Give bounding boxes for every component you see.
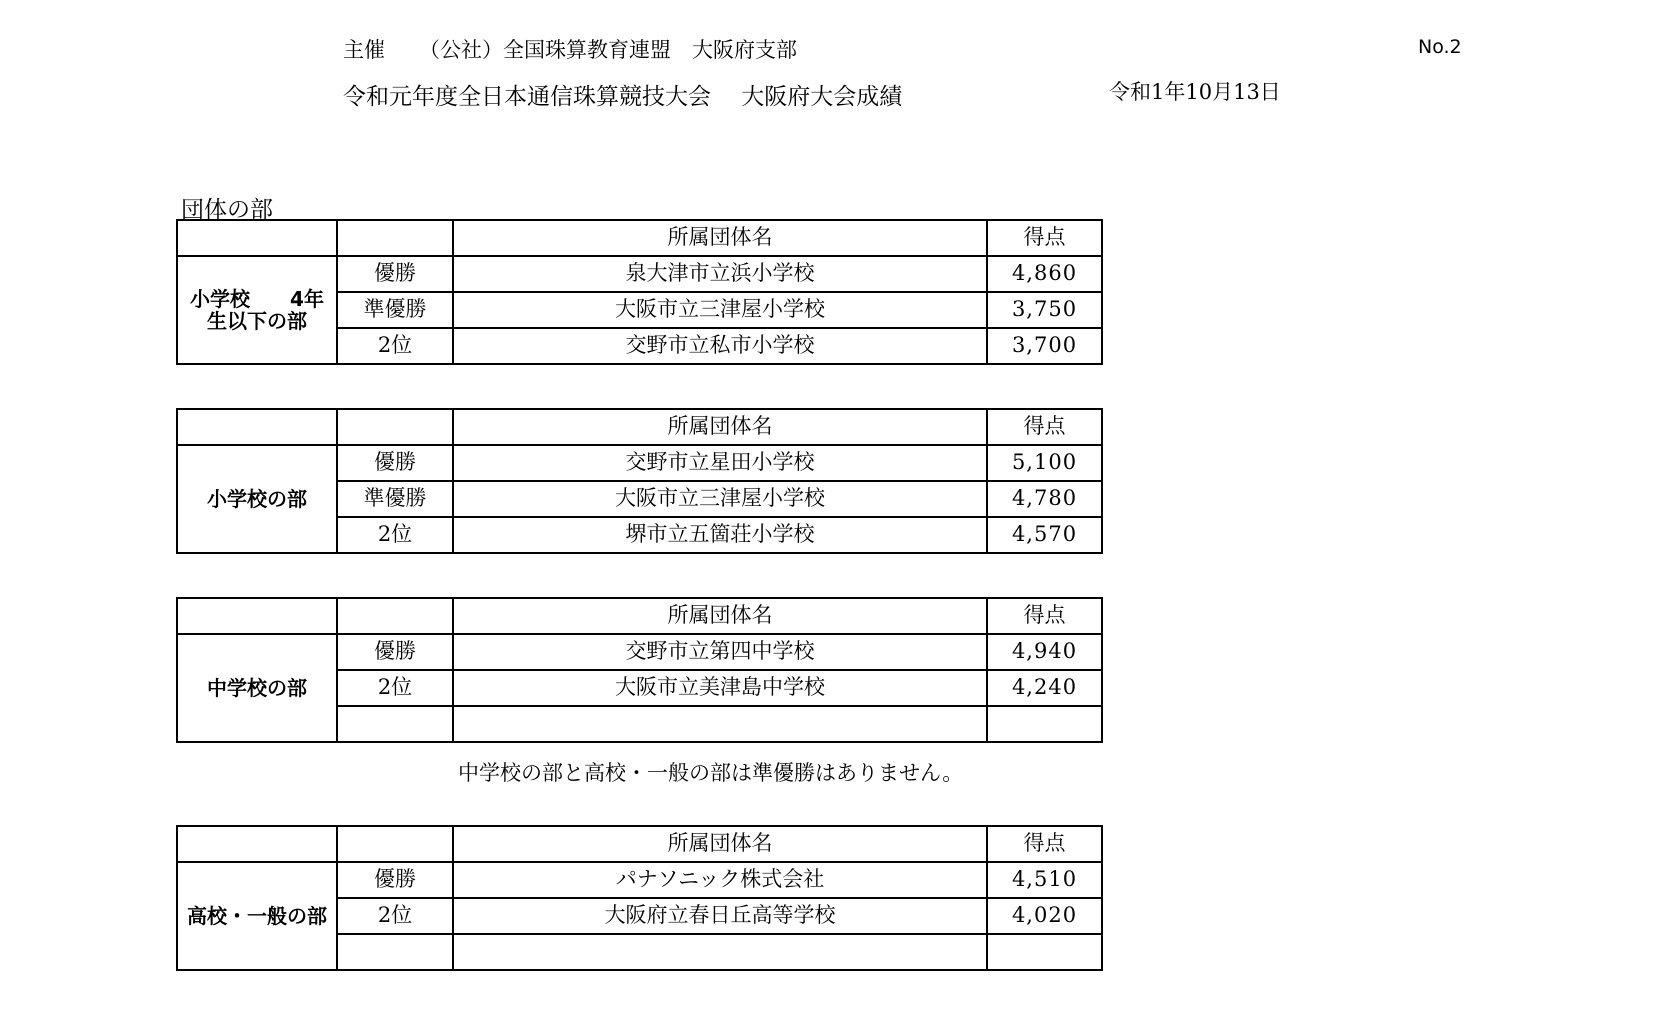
division-label: 小学校の部 bbox=[177, 445, 337, 553]
division-label: 高校・一般の部 bbox=[177, 862, 337, 970]
division-label: 小学校 4年生以下の部 bbox=[177, 256, 337, 364]
rank-cell: 優勝 bbox=[337, 445, 453, 481]
results-table-high-school-general bbox=[176, 825, 1103, 971]
score-cell bbox=[987, 934, 1102, 970]
rank-cell: 2位 bbox=[337, 328, 453, 364]
table-row bbox=[177, 445, 1102, 481]
team-cell: 交野市立私市小学校 bbox=[453, 328, 987, 364]
team-cell: パナソニック株式会社 bbox=[453, 862, 987, 898]
page-title: 令和元年度全日本通信珠算競技大会 大阪府大会成績 bbox=[343, 84, 903, 110]
score-cell: 3,750 bbox=[987, 292, 1102, 328]
header-empty-cell bbox=[337, 409, 453, 445]
score-cell: 4,860 bbox=[987, 256, 1102, 292]
rank-cell: 2位 bbox=[337, 898, 453, 934]
team-cell: 泉大津市立浜小学校 bbox=[453, 256, 987, 292]
team-cell: 大阪府立春日丘高等学校 bbox=[453, 898, 987, 934]
score-cell: 4,940 bbox=[987, 634, 1102, 670]
score-cell: 4,570 bbox=[987, 517, 1102, 553]
event-date: 令和1年10月13日 bbox=[1109, 80, 1281, 104]
table-header-row bbox=[177, 409, 1102, 445]
column-header-score: 得点 bbox=[987, 409, 1102, 445]
score-cell: 4,240 bbox=[987, 670, 1102, 706]
score-cell: 4,780 bbox=[987, 481, 1102, 517]
rank-cell: 優勝 bbox=[337, 256, 453, 292]
column-header-team: 所属団体名 bbox=[453, 598, 987, 634]
table-row bbox=[177, 634, 1102, 670]
rank-cell: 準優勝 bbox=[337, 481, 453, 517]
rank-cell: 2位 bbox=[337, 670, 453, 706]
score-cell: 3,700 bbox=[987, 328, 1102, 364]
section-title: 団体の部 bbox=[181, 197, 273, 223]
results-table-junior-high bbox=[176, 597, 1103, 743]
column-header-score: 得点 bbox=[987, 598, 1102, 634]
column-header-score: 得点 bbox=[987, 826, 1102, 862]
team-cell: 大阪市立三津屋小学校 bbox=[453, 292, 987, 328]
rank-cell: 準優勝 bbox=[337, 292, 453, 328]
score-cell: 5,100 bbox=[987, 445, 1102, 481]
organizer-label: 主催 bbox=[343, 38, 385, 62]
team-cell: 堺市立五箇荘小学校 bbox=[453, 517, 987, 553]
column-header-team: 所属団体名 bbox=[453, 826, 987, 862]
header-empty-cell bbox=[177, 220, 337, 256]
table-header-row bbox=[177, 598, 1102, 634]
header-empty-cell bbox=[177, 826, 337, 862]
team-cell bbox=[453, 706, 987, 742]
team-cell bbox=[453, 934, 987, 970]
rank-cell: 優勝 bbox=[337, 862, 453, 898]
header-empty-cell bbox=[177, 598, 337, 634]
team-cell: 交野市立星田小学校 bbox=[453, 445, 987, 481]
header-empty-cell bbox=[337, 220, 453, 256]
header-empty-cell bbox=[337, 826, 453, 862]
header-empty-cell bbox=[337, 598, 453, 634]
column-header-score: 得点 bbox=[987, 220, 1102, 256]
footnote: 中学校の部と高校・一般の部は準優勝はありません。 bbox=[458, 761, 964, 785]
score-cell: 4,020 bbox=[987, 898, 1102, 934]
score-cell: 4,510 bbox=[987, 862, 1102, 898]
rank-cell: 優勝 bbox=[337, 634, 453, 670]
rank-cell: 2位 bbox=[337, 517, 453, 553]
rank-cell bbox=[337, 934, 453, 970]
column-header-team: 所属団体名 bbox=[453, 220, 987, 256]
results-table-elementary bbox=[176, 408, 1103, 554]
table-row bbox=[177, 862, 1102, 898]
table-row bbox=[177, 256, 1102, 292]
team-cell: 交野市立第四中学校 bbox=[453, 634, 987, 670]
column-header-team: 所属団体名 bbox=[453, 409, 987, 445]
score-cell bbox=[987, 706, 1102, 742]
table-header-row bbox=[177, 220, 1102, 256]
organizer-name: （公社）全国珠算教育連盟 大阪府支部 bbox=[419, 38, 797, 62]
header-empty-cell bbox=[177, 409, 337, 445]
page-number: No.2 bbox=[1418, 36, 1462, 58]
team-cell: 大阪市立三津屋小学校 bbox=[453, 481, 987, 517]
division-label: 中学校の部 bbox=[177, 634, 337, 742]
team-cell: 大阪市立美津島中学校 bbox=[453, 670, 987, 706]
results-table-elementary-grade4 bbox=[176, 219, 1103, 365]
table-header-row bbox=[177, 826, 1102, 862]
rank-cell bbox=[337, 706, 453, 742]
organizer-line bbox=[343, 34, 797, 64]
